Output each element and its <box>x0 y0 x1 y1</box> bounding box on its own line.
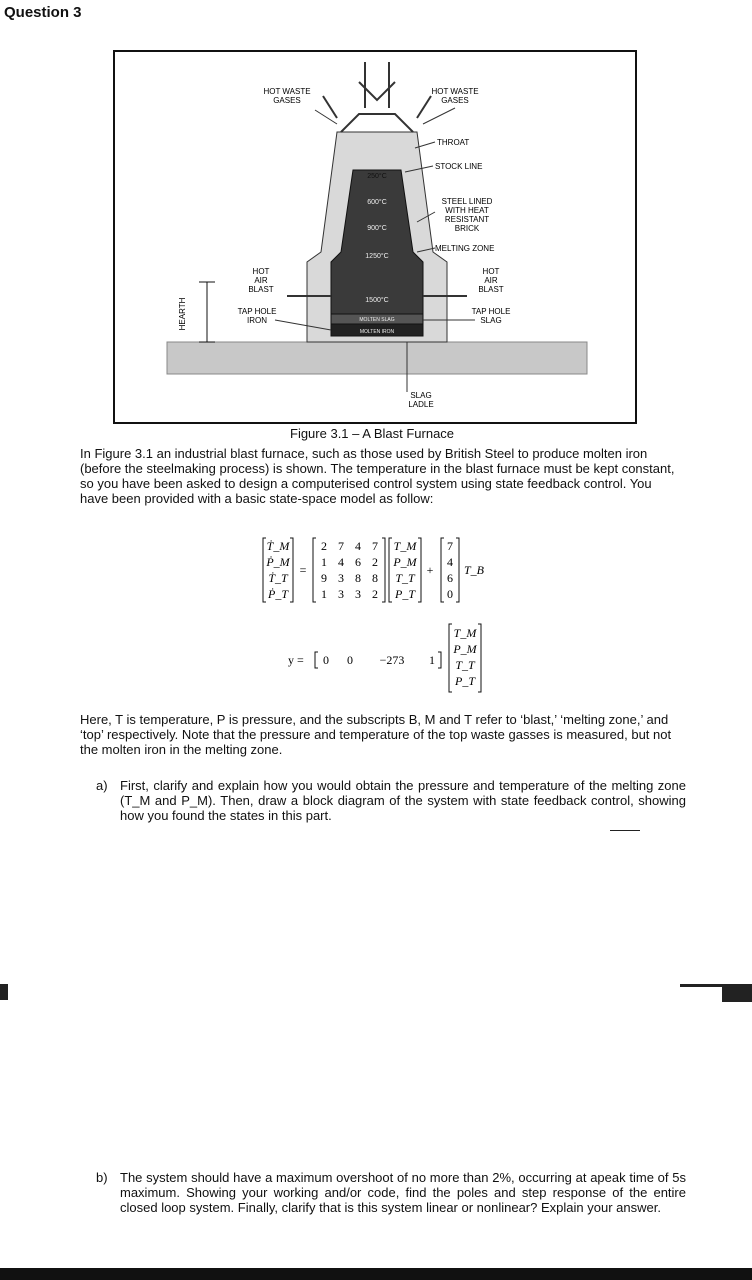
svg-text:4: 4 <box>338 555 344 569</box>
xdot-3: Ṗ_T <box>267 587 289 601</box>
hearth-label: HEARTH <box>178 297 187 331</box>
y-state-3: P_T <box>454 674 476 688</box>
svg-text:4: 4 <box>447 555 453 569</box>
svg-text:2: 2 <box>321 539 327 553</box>
svg-text:=: = <box>299 563 307 577</box>
charging-chute <box>359 62 395 108</box>
svg-text:1: 1 <box>321 587 327 601</box>
question-title: Question 3 <box>4 4 82 21</box>
part-a-text: First, clarify and explain how you would obtain the pressure and temperature of the melting zone (T_M and P_M). Then, draw a block diagram of the system with state feedback control, showing how you found the states in this part. <box>120 778 686 823</box>
temp-600: 600°C <box>367 199 387 206</box>
b-vector <box>447 539 453 601</box>
c-matrix <box>323 653 435 667</box>
svg-text:7: 7 <box>372 539 378 553</box>
figure-caption: Figure 3.1 – A Blast Furnace <box>290 426 455 441</box>
x-2: T_T <box>395 571 415 585</box>
temp-900: 900°C <box>367 225 387 232</box>
svg-text:2: 2 <box>372 587 378 601</box>
svg-text:3: 3 <box>338 587 344 601</box>
label-stock-line: STOCK LINE <box>435 162 483 171</box>
label-melting-zone: MELTING ZONE <box>435 244 495 253</box>
state-equation <box>262 536 502 610</box>
svg-text:9: 9 <box>321 571 327 585</box>
y-state-2: T_T <box>455 658 475 672</box>
state-equation-svg <box>262 536 502 606</box>
x-0: T_M <box>393 539 417 553</box>
scan-artifact <box>0 984 8 1000</box>
label-tap-hole-iron: TAP HOLE IRON <box>237 307 277 325</box>
output-lhs: y = <box>288 653 304 667</box>
part-b <box>96 1170 686 1215</box>
blast-furnace-diagram <box>115 52 635 422</box>
output-equation <box>288 622 498 700</box>
svg-text:4: 4 <box>355 539 361 553</box>
molten-slag-label: MOLTEN SLAG <box>359 317 395 323</box>
temp-1250: 1250°C <box>365 253 389 260</box>
svg-text:+: + <box>426 563 434 577</box>
x-1: P_M <box>393 555 417 569</box>
svg-text:2: 2 <box>372 555 378 569</box>
label-hot-air-blast-right: HOT AIR BLAST <box>478 267 504 294</box>
x-3: P_T <box>394 587 416 601</box>
svg-text:7: 7 <box>447 539 453 553</box>
svg-text:−273: −273 <box>379 653 405 667</box>
svg-text:3: 3 <box>338 571 344 585</box>
throat-bell <box>341 114 413 132</box>
temp-250: 250°C <box>367 173 387 180</box>
scan-artifact <box>610 830 640 831</box>
svg-text:0: 0 <box>447 587 453 601</box>
ground-base <box>167 342 587 374</box>
label-hot-waste-gases-right: HOT WASTE GASES <box>431 87 479 105</box>
label-steel-lined: STEEL LINED WITH HEAT RESISTANT BRICK <box>441 197 493 233</box>
label-throat: THROAT <box>437 138 470 147</box>
blast-furnace-figure <box>113 50 637 424</box>
svg-text:6: 6 <box>355 555 361 569</box>
label-slag-ladle: SLAG LADLE <box>408 391 434 409</box>
explanation-paragraph: Here, T is temperature, P is pressure, and the subscripts B, M and T refer to ‘blast,’ ‘melting zone,’ and ‘top’ respectively. Note that the pressure and temperature of the top waste gasses is measured, but not the molten iron in the melting zone. <box>80 712 672 757</box>
svg-text:8: 8 <box>372 571 378 585</box>
part-b-text: The system should have a maximum overshoot of no more than 2%, occurring at apeak time of 5s maximum. Showing your working and/or code, find the poles and step response of the entire closed loop system. Finally, clarify that is this system linear or nonlinear? Explain your answer. <box>120 1170 686 1215</box>
intro-paragraph: In Figure 3.1 an industrial blast furnace, such as those used by British Steel to produce molten iron (before the steelmaking process) is shown. The temperature in the blast furnace must be kept constant, so you have been asked to design a computerised control system using state feedback control. You have been provided with a basic state-space model as follow: <box>80 446 675 506</box>
svg-text:0: 0 <box>347 653 353 667</box>
part-b-label: b) <box>96 1170 108 1185</box>
a-matrix <box>321 539 378 601</box>
part-a-label: a) <box>96 778 108 793</box>
output-equation-svg <box>288 622 498 696</box>
label-tap-hole-slag: TAP HOLE SLAG <box>471 307 511 325</box>
xdot-2: Ṫ_T <box>268 571 288 585</box>
bottom-bar <box>0 1268 752 1280</box>
svg-text:1: 1 <box>321 555 327 569</box>
svg-text:7: 7 <box>338 539 344 553</box>
temp-1500: 1500°C <box>365 297 389 304</box>
y-state-1: P_M <box>453 642 477 656</box>
svg-text:8: 8 <box>355 571 361 585</box>
part-a <box>96 778 686 823</box>
xdot-0: Ṫ_M <box>266 539 290 553</box>
label-hot-air-blast-left: HOT AIR BLAST <box>248 267 274 294</box>
label-hot-waste-gases-left: HOT WASTE GASES <box>263 87 311 105</box>
svg-text:3: 3 <box>355 587 361 601</box>
input-tb: T_B <box>463 563 485 577</box>
svg-text:1: 1 <box>429 653 435 667</box>
svg-text:0: 0 <box>323 653 329 667</box>
svg-text:6: 6 <box>447 571 453 585</box>
y-state-0: T_M <box>453 626 477 640</box>
xdot-1: Ṗ_M <box>266 555 290 569</box>
scan-artifact <box>722 986 752 1002</box>
molten-iron-label: MOLTEN IRON <box>359 329 395 335</box>
